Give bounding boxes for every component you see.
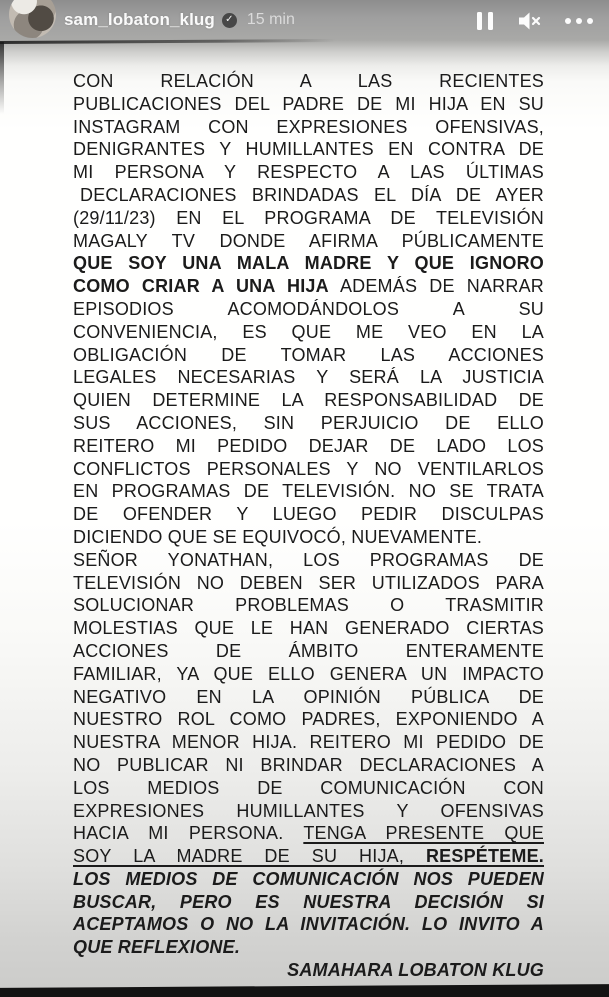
statement-line: CON RELACIÓN A LAS RECIENTES (73, 71, 544, 91)
statement-line: SUS ACCIONES, SIN PERJUICIO DE ELLO (73, 412, 544, 433)
more-options-button[interactable] (565, 11, 593, 31)
statement-line: OBLIGACIÓN DE TOMAR LAS ACCIONES (73, 344, 544, 365)
story-header (0, 0, 609, 54)
statement-line: REITERO MI PEDIDO DEJAR DE LADO LOS (73, 435, 544, 456)
username[interactable]: sam_lobaton_klug (64, 10, 215, 29)
muted-speaker-icon (517, 10, 541, 32)
statement-line: MAGALY TV DONDE AFIRMA PÚBLICAMENTE (73, 230, 544, 251)
statement-line: QUE SOY UNA MALA MADRE Y QUE IGNORO (73, 253, 544, 274)
statement-line: (29/11/23) EN EL PROGRAMA DE TELEVISIÓN (73, 207, 544, 228)
more-options-icon (565, 18, 571, 24)
mute-button[interactable] (517, 11, 541, 31)
statement-line: SAMAHARA LOBATON KLUG (287, 960, 544, 981)
check-glyph: ✓ (225, 14, 234, 25)
statement-line: LOS MEDIOS DE COMUNICACIÓN CON (73, 777, 544, 798)
statement-line: COMO CRIAR A UNA HIJA ADEMÁS DE NARRAR (73, 276, 544, 297)
paper-bottom-edge (0, 984, 609, 997)
statement-line: LEGALES NECESARIAS Y SERÁ LA JUSTICIA (73, 367, 544, 388)
timestamp: 15 min (246, 11, 295, 28)
statement-line: MOLESTIAS QUE LE HAN GENERADO CIERTAS (73, 618, 544, 639)
verified-badge-icon (222, 13, 237, 28)
statement-line: SOY LA MADRE DE SU HIJA, RESPÉTEME. (73, 846, 544, 867)
statement-line: DICIENDO QUE SE EQUIVOCÓ, NUEVAMENTE. (73, 526, 483, 547)
avatar[interactable] (9, 0, 56, 38)
story-controls (477, 11, 593, 31)
statement-line: LOS MEDIOS DE COMUNICACIÓN NOS PUEDEN (73, 868, 544, 889)
statement-line: QUE REFLEXIONE. (73, 937, 241, 958)
statement-line: PUBLICACIONES DEL PADRE DE MI HIJA EN SU (73, 93, 544, 114)
statement-line: MI PERSONA Y RESPECTO A LAS ÚLTIMAS (73, 162, 544, 183)
statement-line: ACCIONES DE ÁMBITO ENTERAMENTE (73, 640, 544, 661)
statement-line: DE OFENDER Y LUEGO PEDIR DISCULPAS (73, 504, 544, 525)
pause-icon (477, 12, 482, 30)
statement-line: CONFLICTOS PERSONALES Y NO VENTILARLOS (73, 458, 544, 479)
statement-line: NEGATIVO EN LA OPINIÓN PÚBLICA DE (73, 686, 544, 707)
statement-line: FAMILIAR, YA QUE ELLO GENERA UN IMPACTO (73, 663, 544, 684)
statement-line: EN PROGRAMAS DE TELEVISIÓN. NO SE TRATA (73, 481, 544, 502)
statement-line: SOLUCIONAR PROBLEMAS O TRASMITIR (73, 595, 544, 616)
statement-line: EPISODIOS ACOMODÁNDOLOS A SU (73, 298, 544, 319)
statement-line: HACIA MI PERSONA. TENGA PRESENTE QUE (73, 823, 544, 844)
statement-line: DENIGRANTES Y HUMILLANTES EN CONTRA DE (73, 139, 544, 160)
statement-line: ACEPTAMOS O NO LA INVITACIÓN. LO INVITO A (73, 914, 544, 935)
statement-line: BUSCAR, PERO ES NUESTRA DECISIÓN SI (73, 891, 544, 912)
statement-line: NO PUBLICAR NI BRINDAR DECLARACIONES A (73, 754, 544, 775)
user-info (64, 10, 295, 30)
statement-line: SEÑOR YONATHAN, LOS PROGRAMAS DE (73, 549, 544, 570)
statement-line: NUESTRO ROL COMO PADRES, EXPONIENDO A (73, 709, 544, 730)
statement-line: CONVENIENCIA, ES QUE ME VEO EN LA (73, 321, 544, 342)
statement-line: DECLARACIONES BRINDADAS EL DÍA DE AYER (80, 184, 544, 205)
pause-button[interactable] (477, 11, 493, 31)
statement-line: INSTAGRAM CON EXPRESIONES OFENSIVAS, (73, 116, 544, 137)
statement-line: TELEVISIÓN NO DEBEN SER UTILIZADOS PARA (73, 572, 544, 593)
statement-line: EXPRESIONES HUMILLANTES Y OFENSIVAS (73, 800, 544, 821)
statement-document (73, 70, 544, 982)
statement-line: NUESTRA MENOR HIJA. REITERO MI PEDIDO DE (73, 732, 544, 753)
statement-line: QUIEN DETERMINE LA RESPONSABILIDAD DE (73, 390, 544, 411)
